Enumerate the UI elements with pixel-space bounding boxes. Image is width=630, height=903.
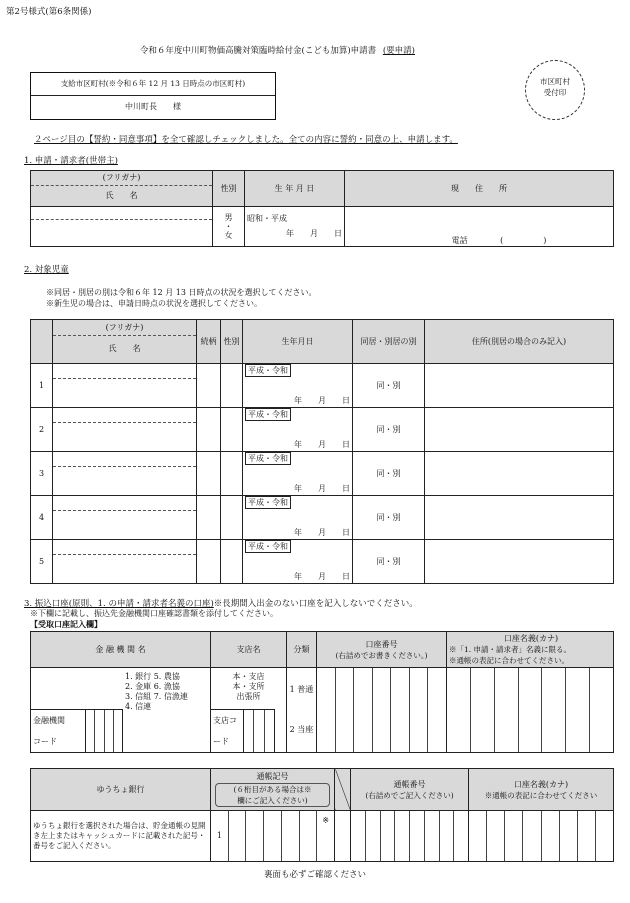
applicant-name-field[interactable]	[31, 207, 213, 247]
yucho-gap	[335, 811, 351, 862]
yucho-kigo-label: 通帳記号	[256, 772, 289, 781]
child-cohab-field[interactable]: 同・別	[353, 452, 425, 496]
section2-note1: ※同居・別居の別は令和６年 12 月 13 日時点の状況を選択してください。	[46, 288, 317, 297]
footer-note: 裏面も必ずご確認ください	[263, 870, 366, 880]
child-dob-field[interactable]	[243, 452, 353, 496]
municipality-label: 支給市区町村(※令和６年 12 月 13 日時点の市区町村)	[31, 73, 275, 96]
holder-label: 口座名義(カナ)	[503, 634, 559, 643]
child-row	[31, 364, 614, 408]
applicant-ymd: 年 月 日	[286, 229, 342, 238]
holder-note1: ※「1. 申請・請求者」名義に限る。	[449, 645, 572, 654]
child-sex-field[interactable]	[221, 452, 243, 496]
bank-name-header: 金 融 機 関 名	[31, 632, 211, 668]
child-row-number: 3	[31, 452, 53, 496]
account-number-label: 口座番号	[365, 639, 398, 649]
children-sex-header: 性別	[221, 320, 243, 364]
child-ymd: 年 月 日	[294, 572, 350, 581]
child-era: 平成・令和	[245, 496, 291, 509]
bank-code-boxes[interactable]	[85, 709, 123, 752]
child-name-field[interactable]	[53, 408, 197, 452]
pledge-text: ２ページ目の【誓約・同意事項】を全て確認しチェックしました。全ての内容に誓約・同意の上、申請します。	[34, 135, 458, 145]
yucho-kigo-one: 1	[211, 811, 229, 861]
child-cohab-field[interactable]: 同・別	[353, 540, 425, 584]
child-ymd: 年 月 日	[294, 440, 350, 449]
title-tag: (要申請)	[382, 46, 415, 56]
child-ymd: 年 月 日	[294, 396, 350, 405]
applicant-sex-header: 性別	[213, 171, 245, 207]
child-dob-field[interactable]	[243, 496, 353, 540]
children-relation-header: 続柄	[197, 320, 221, 364]
yucho-kigo-note: (６桁目がある場合は※ 欄にご記入ください)	[215, 783, 330, 807]
account-number-note: (右詰めでお書きください。)	[335, 650, 428, 660]
child-row-number: 5	[31, 540, 53, 584]
section3-note2: ※下欄に記載し、振込先金融機関口座確認書類を添付してください。	[30, 609, 278, 618]
form-number: 第2号様式(第6条関係)	[6, 7, 92, 17]
bank-name-field[interactable]	[31, 668, 211, 753]
sex-dot: ・	[224, 222, 233, 231]
children-cohab-header: 同居・別居の別	[353, 320, 425, 364]
child-row	[31, 452, 614, 496]
holder-note2: ※通帳の表記に合わせてください。	[449, 656, 569, 665]
branch-code-label: 支店コ ード	[211, 709, 243, 752]
sex-female: 女	[224, 231, 233, 240]
stamp-line1: 市区町村	[540, 77, 570, 86]
title-text: 令和６年度中川町物価高騰対策臨時給付金(こども加算)申請書	[140, 46, 377, 56]
child-cohab-field[interactable]: 同・別	[353, 496, 425, 540]
applicant-era: 昭和・平成	[247, 214, 287, 223]
child-dob-field[interactable]	[243, 540, 353, 584]
section2-note2: ※新生児の場合は、申請日時点の状況を選択してください。	[46, 299, 262, 308]
child-dob-field[interactable]	[243, 364, 353, 408]
branch-type-options: 本・支店 本・支所 出張所	[232, 672, 265, 701]
yucho-holder-field[interactable]	[469, 811, 614, 862]
children-name-label: 氏 名	[108, 344, 141, 353]
applicant-furigana-label: (フリガナ)	[31, 171, 212, 186]
child-sex-field[interactable]	[221, 364, 243, 408]
yucho-holder-header	[469, 769, 614, 811]
page-title	[140, 44, 415, 56]
child-era: 平成・令和	[245, 452, 291, 465]
children-address-header: 住所(別居の場合のみ記入)	[425, 320, 614, 364]
child-address-field[interactable]	[425, 408, 614, 452]
child-row	[31, 540, 614, 584]
child-row-number: 1	[31, 364, 53, 408]
yucho-kigo-field[interactable]	[211, 811, 335, 862]
applicant-name-header	[31, 171, 213, 207]
yucho-bango-label: 通帳番号	[393, 779, 426, 789]
municipality-name: 中川町長 様	[125, 102, 181, 111]
yucho-table	[30, 768, 614, 862]
branch-header: 支店名	[211, 632, 287, 668]
child-ymd: 年 月 日	[294, 484, 350, 493]
yucho-kigo-header	[211, 769, 335, 811]
child-cohab-field[interactable]: 同・別	[353, 408, 425, 452]
phone-label: 電話	[451, 236, 468, 245]
applicant-table	[30, 170, 614, 247]
applicant-dob-field[interactable]	[245, 207, 345, 247]
applicant-address-field[interactable]	[345, 207, 614, 247]
child-era: 平成・令和	[245, 364, 291, 377]
bank-type-options: 1. 銀行 5. 農協 2. 金庫 6. 漁協 3. 信組 7. 信漁連 4. 信連	[125, 672, 188, 711]
section1-heading: 1. 申請・請求者(世帯主)	[24, 156, 118, 166]
child-sex-field[interactable]	[221, 496, 243, 540]
account-type-field[interactable]	[287, 668, 317, 753]
yucho-kigo-mark: ※	[322, 816, 330, 825]
type-header: 分類	[287, 632, 317, 668]
child-relation-field[interactable]	[197, 408, 221, 452]
account-number-header	[317, 632, 447, 668]
branch-code-boxes[interactable]	[243, 709, 275, 752]
section3-heading: 3. 振込口座(原則、1. の申請・請求者名義の口座)	[24, 599, 214, 609]
child-era: 平成・令和	[245, 540, 291, 553]
bank-code-label: 金融機関 コード	[31, 709, 85, 752]
reception-stamp	[525, 60, 585, 120]
child-sex-field[interactable]	[221, 540, 243, 584]
child-cohab-field[interactable]: 同・別	[353, 364, 425, 408]
child-row-number: 2	[31, 408, 53, 452]
child-dob-field[interactable]	[243, 408, 353, 452]
child-name-field[interactable]	[53, 452, 197, 496]
child-relation-field[interactable]	[197, 540, 221, 584]
child-relation-field[interactable]	[197, 496, 221, 540]
children-table	[30, 319, 614, 584]
children-no-header	[31, 320, 53, 364]
child-row	[31, 496, 614, 540]
section3-heading-note: ※長期間入出金のない口座を記入しないでください。	[213, 599, 418, 609]
child-name-field[interactable]	[53, 496, 197, 540]
applicant-name-label: 氏 名	[105, 191, 138, 200]
applicant-dob-header: 生 年 月 日	[245, 171, 345, 207]
child-address-field[interactable]	[425, 496, 614, 540]
child-name-field[interactable]	[53, 540, 197, 584]
section2-heading: 2. 対象児童	[24, 265, 69, 275]
yucho-divider	[335, 769, 351, 811]
phone-paren: ( )	[500, 236, 547, 245]
child-name-field[interactable]	[53, 364, 197, 408]
yucho-label: ゆうちょ銀行	[31, 769, 211, 811]
section3-subheading: 【受取口座記入欄】	[30, 619, 102, 629]
bank-table	[30, 631, 614, 753]
children-name-header	[53, 320, 197, 364]
child-row-number: 4	[31, 496, 53, 540]
child-era: 平成・令和	[245, 408, 291, 421]
child-address-field[interactable]	[425, 452, 614, 496]
type-current: 2 当座	[289, 725, 314, 734]
child-address-field[interactable]	[425, 364, 614, 408]
yucho-bango-header	[351, 769, 469, 811]
holder-field[interactable]	[447, 668, 614, 753]
child-ymd: 年 月 日	[294, 528, 350, 537]
stamp-line2: 受付印	[543, 88, 567, 97]
children-dob-header: 生年月日	[243, 320, 353, 364]
yucho-bango-note: (右詰めでご記入ください)	[365, 790, 454, 800]
holder-header	[447, 632, 614, 668]
account-number-field[interactable]	[317, 668, 447, 753]
municipality-box	[30, 72, 276, 120]
type-normal: 1 普通	[289, 685, 314, 694]
sex-male: 男	[224, 213, 233, 222]
applicant-sex-field[interactable]	[213, 207, 245, 247]
yucho-holder-note: ※通帳の表記に合わせてください	[484, 790, 598, 800]
child-address-field[interactable]	[425, 540, 614, 584]
child-sex-field[interactable]	[221, 408, 243, 452]
child-relation-field[interactable]	[197, 452, 221, 496]
children-furigana-label: (フリガナ)	[53, 321, 196, 336]
applicant-address-header: 現 住 所	[345, 171, 614, 207]
child-relation-field[interactable]	[197, 364, 221, 408]
yucho-bango-field[interactable]	[351, 811, 469, 862]
yucho-description: ゆうちょ銀行を選択された場合は、貯金通帳の見開き左上またはキャッシュカードに記載された記号・番号をご記入ください。	[31, 811, 211, 862]
branch-field[interactable]	[211, 668, 287, 753]
yucho-holder-label: 口座名義(カナ)	[513, 779, 569, 789]
child-row	[31, 408, 614, 452]
